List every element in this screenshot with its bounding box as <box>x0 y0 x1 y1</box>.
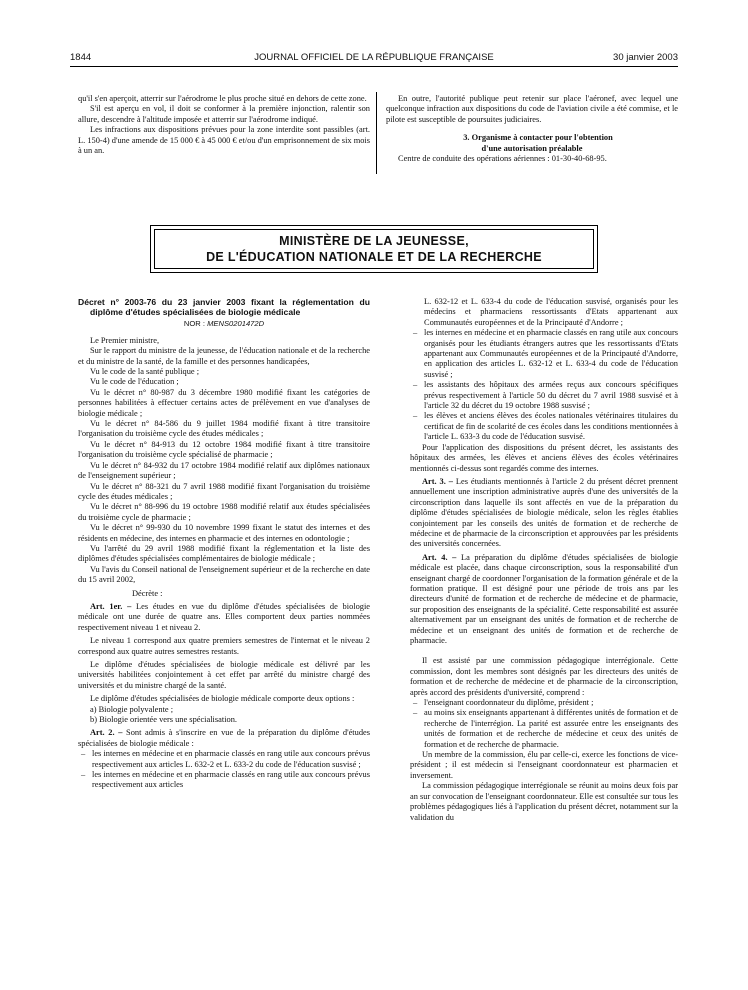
article-4 <box>410 553 678 647</box>
paragraph: Les infractions aux dispositions prévues pour la zone interdite sont passibles (art. L. 150-4) d'une amende de 15 000 € à 45 000 € et/ou d'un emprisonnement de six mois à un an. <box>78 125 370 156</box>
paragraph: Vu le code de la santé publique ; <box>90 367 200 377</box>
paragraph: En outre, l'autorité publique peut retenir sur place l'aéronef, avec lequel une quelconque infraction aux dispositions du code de l'aviation civile a été commise, et le pilote est susceptible de poursuites judiciaires. <box>386 94 678 124</box>
paragraph: Le diplôme d'études spécialisées de biologie médicale comporte deux options : <box>90 694 355 704</box>
paragraph: L. 632-12 et L. 633-4 du code de l'éducation susvisé, organisés pour les médecins et pharmaciens ressortissants d'Etats appartenant aux Communautés européennes et de la Principauté d'Andorre ; <box>424 297 678 327</box>
paragraph: Vu le décret n° 99-930 du 10 novembre 1999 fixant le statut des internes et des résidents en médecine, des internes en pharmacie et des internes en odontologie ; <box>78 523 370 543</box>
decrete-line: Décrète : <box>132 588 163 598</box>
page-header <box>70 52 678 66</box>
list-item: – l'enseignant coordonnateur du diplôme, président ; <box>410 698 678 708</box>
article-label: Art. 4. – <box>422 552 457 562</box>
list-item: – les assistants des hôpitaux des armées reçus aux concours spécifiques prévus respectivement à l'article 50 du décret du 7 avril 1988 susvisé et à l'article 32 du décret du 19 octobre 1988 susvisé ; <box>410 380 678 411</box>
ministry-line: MINISTÈRE DE LA JEUNESSE, <box>279 234 469 248</box>
paragraph: Sur le rapport du ministre de la jeunesse, de l'éducation nationale et de la recherche et du ministre de la santé, de la famille et des personnes handicapées, <box>78 346 370 366</box>
article-3 <box>410 477 678 550</box>
nor-reference <box>78 319 370 329</box>
paragraph: Vu le décret n° 80-987 du 3 décembre 1980 modifié fixant les catégories de personnes habilitées à effectuer certains actes de prélèvement en vue d'analyses de biologie médicale ; <box>78 387 370 418</box>
decree-right-column <box>410 297 678 823</box>
paragraph: Pour l'application des dispositions du présent décret, les assistants des hôpitaux des armées, les élèves et anciens élèves des écoles vétérinaires mentionnés ci-dessus sont regardés comme des internes. <box>410 442 678 473</box>
contact-line: Centre de conduite des opérations aériennes : 01-30-40-68-95. <box>398 154 607 164</box>
paragraph: Vu l'avis du Conseil national de l'enseignement supérieur et de la recherche en date du 15 avril 2002, <box>78 564 370 585</box>
paragraph: Le diplôme d'études spécialisées de biologie médicale est délivré par les universités habilitées conjointement à cet effet par arrêté du ministre chargé des universités et du ministre chargé de la santé. <box>78 660 370 690</box>
article-2 <box>78 728 370 749</box>
eligibility-list <box>78 749 370 791</box>
top-right-column <box>386 94 678 164</box>
list-item: – les élèves et anciens élèves des écoles nationales vétérinaires titulaires du certificat de fin de scolarité de ces écoles dans les conditions mentionnées à l'article L. 633-3 du code de l'éducation susvisé. <box>410 411 678 442</box>
nor-label: NOR : <box>183 319 205 329</box>
paragraph: Vu le décret n° 84-932 du 17 octobre 1984 modifié relatif aux diplômes nationaux de l'enseignement supérieur ; <box>78 460 370 481</box>
issue-date: 30 janvier 2003 <box>613 52 678 63</box>
paragraph: S'il est aperçu en vol, il doit se conformer à la première injonction, ralentir son allure, descendre à l'altitude imposée et atterrir sur l'aérodrome indiqué. <box>78 104 370 124</box>
paragraph: Il est assisté par une commission pédagogique interrégionale. Cette commission, dont les membres sont désignés par les directeurs des unités de formation et de recherche de médecine et de pharmacie de la circonscription, après accord des présidents d'université, comprend : <box>410 656 678 697</box>
paragraph: qu'il s'en aperçoit, atterrir sur l'aérodrome le plus proche situé en dehors de cette zone. <box>78 94 367 103</box>
nor-code: MENS0201472D <box>207 319 265 329</box>
list-item: – les internes en médecine et en pharmacie classés en rang utile aux concours organisés pour les étudiants étrangers autres que les ressortissants d'Etats appartenant aux Communautés européennes et de la Principauté d'Andorre, en application des articles L. 632-12 et L. 633-4 du code de l'éducation susvisé ; <box>410 328 678 380</box>
section-heading-line: d'une autorisation préalable <box>481 143 583 153</box>
paragraph: Vu le décret n° 84-586 du 9 juillet 1984 modifié fixant à titre transitoire l'organisation du troisième cycle des études médicales ; <box>78 419 370 439</box>
paragraph: Vu le décret n° 88-996 du 19 octobre 1988 modifié relatif aux études spécialisées du troisième cycle de pharmacie ; <box>78 502 370 522</box>
paragraph: La commission pédagogique interrégionale se réunit au moins deux fois par an sur convocation de l'enseignant coordonnateur. Elle est consultée sur tous les problèmes pédagogiques liés à l'application du présent décret, notamment sur la validation du <box>410 781 678 822</box>
section-heading <box>386 133 678 154</box>
decree-title: Décret n° 2003-76 du 23 janvier 2003 fixant la réglementation du diplôme d'études spécialisées de biologie médicale <box>78 297 370 318</box>
article-label: Art. 3. – <box>422 476 453 486</box>
article-text: Les étudiants mentionnés à l'article 2 du présent décret prennent annuellement une inscription administrative auprès d'une des universités de la circonscription dans laquelle ils sont affectés en vue de la préparation du diplôme d'études spécialisées de biologie médicale, selon les règles établies conjointement par les conseils des unités de formation et de recherche de médecine et de pharmacie de la circonscription et approuvées par les présidents des universités concernées. <box>410 476 679 549</box>
paragraph: Vu le code de l'éducation ; <box>90 377 179 387</box>
paragraph: Vu le décret n° 88-321 du 7 avril 1988 modifié fixant l'organisation du troisième cycle des études médicales ; <box>78 481 370 501</box>
top-left-column <box>78 94 370 156</box>
section-heading-line: 3. Organisme à contacter pour l'obtention <box>463 133 613 143</box>
paragraph: Le Premier ministre, <box>90 335 160 345</box>
eligibility-list <box>410 328 678 442</box>
paragraph: Le niveau 1 correspond aux quatre premiers semestres de l'internat et le niveau 2 correspond aux quatre autres semestres restants. <box>78 636 370 656</box>
article-label: Art. 2. – <box>90 728 123 738</box>
ministry-banner <box>150 225 598 273</box>
column-divider <box>376 92 377 174</box>
article-text: La préparation du diplôme d'études spécialisées de biologie médicale est placée, dans chaque circonscription, sous la responsabilité d'un enseignant chargé de coordonner l'organisation de la formation générale et de la formation pratique. Il est désigné pour une période de trois ans par les directeurs d'unité de formation et de recherche de médecine et de pharmacie, sur proposition des enseignants de la spécialité. Cette responsabilité est assurée alternativement par un enseignant des unités de formation et de recherche de médecine et un enseignant des unités de formation et de recherche de pharmacie. <box>410 552 679 645</box>
list-item: – les internes en médecine et en pharmacie classés en rang utile aux concours prévus respectivement aux articles L. 632-2 et L. 633-2 du code de l'éducation susvisé ; <box>78 749 370 770</box>
header-rule <box>70 66 678 67</box>
paragraph: Un membre de la commission, élu par celle-ci, exerce les fonctions de vice-président ; il est médecin si l'enseignant coordonnateur est pharmacien et inversement. <box>410 750 678 780</box>
article-text: Sont admis à s'inscrire en vue de la préparation du diplôme d'études spécialisées de biologie médicale : <box>78 728 370 748</box>
ministry-line: DE L'ÉDUCATION NATIONALE ET DE LA RECHERCHE <box>206 250 542 264</box>
article-1 <box>78 602 370 633</box>
page-number: 1844 <box>70 52 92 63</box>
list-item: – au moins six enseignants appartenant à différentes unités de formation et de recherche de l'interrégion. La parité est assurée entre les enseignants des unités de formation et de recherche de médecine et ceux des unités de formation et de recherche de pharmacie. <box>410 708 678 750</box>
option-item: a) Biologie polyvalente ; <box>90 704 174 714</box>
article-label: Art. 1er. – <box>90 601 132 611</box>
list-item: – les internes en médecine et en pharmacie classés en rang utile aux concours prévus respectivement aux articles <box>78 770 370 791</box>
commission-list <box>410 698 678 750</box>
option-item: b) Biologie orientée vers une spécialisation. <box>90 715 237 725</box>
paragraph: Vu l'arrêté du 29 avril 1988 modifié fixant la réglementation et la liste des diplômes d'études spécialisées complémentaires de biologie médicale ; <box>78 543 370 564</box>
decree-left-column <box>78 297 370 791</box>
paragraph: Vu le décret n° 84-913 du 12 octobre 1984 modifié fixant à titre transitoire l'organisation du troisième cycle spécialisé de pharmacie ; <box>78 439 370 460</box>
article-text: Les études en vue du diplôme d'études spécialisées de biologie médicale ont une durée de quatre ans. Elles comportent deux parties nommées respectivement niveau 1 et niveau 2. <box>78 601 371 632</box>
journal-title: JOURNAL OFFICIEL DE LA RÉPUBLIQUE FRANÇAISE <box>254 52 494 63</box>
